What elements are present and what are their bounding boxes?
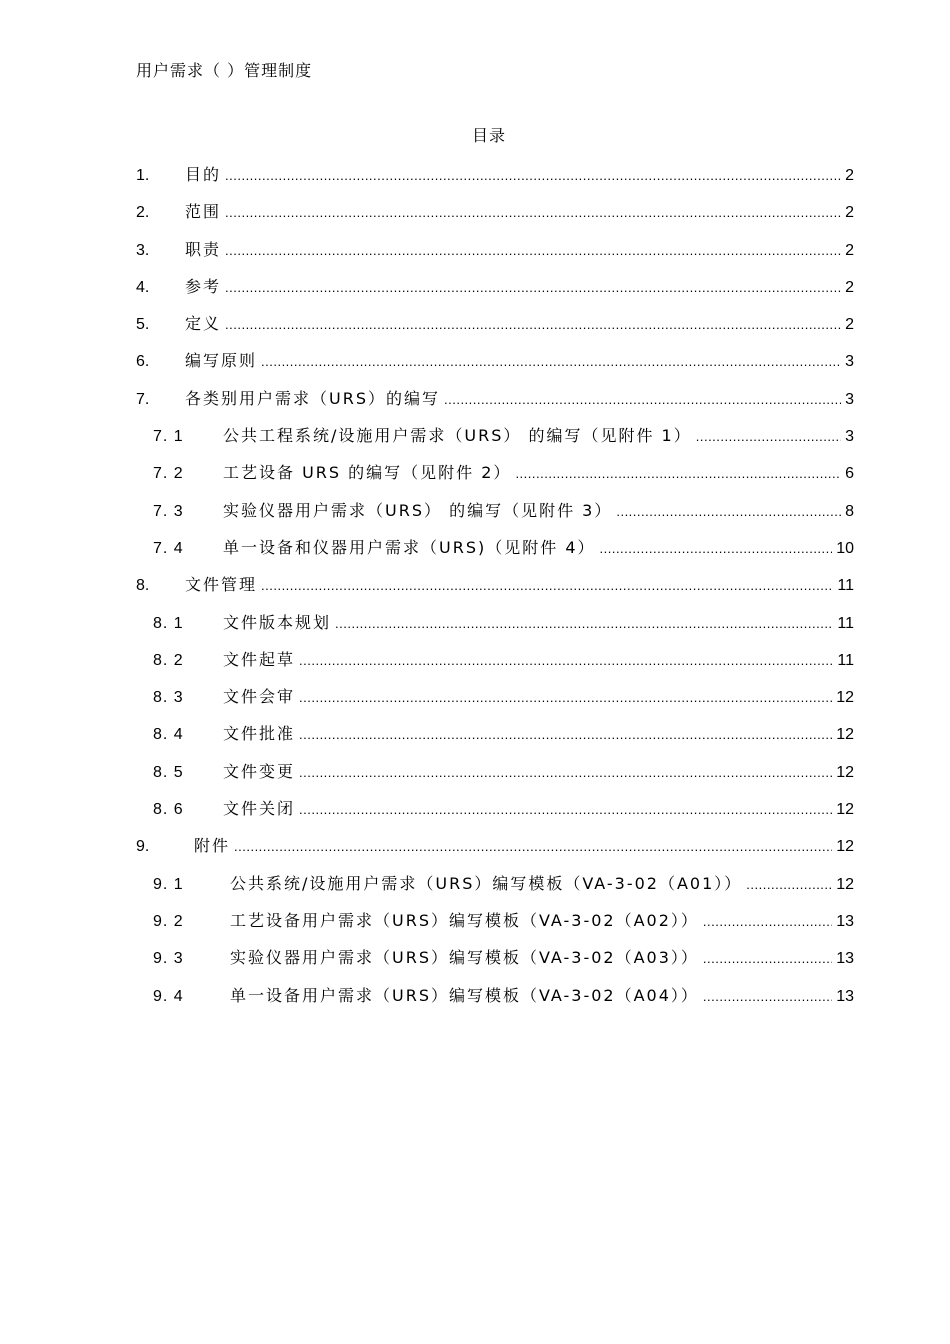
toc-entry[interactable] [0,342,950,379]
toc-leader-dots [703,951,832,966]
toc-entry-number: 8. 5 [153,763,184,781]
toc-entry-page: 2 [845,316,854,334]
toc-entry-page: 12 [836,726,854,744]
toc-leader-dots [616,504,841,519]
toc-entry[interactable] [0,193,950,230]
toc-subentry[interactable] [0,604,950,641]
toc-entry-number: 7. 2 [153,465,184,483]
toc-entry-label: 文件版本规划 [223,612,332,632]
toc-entry-page: 6 [845,465,854,483]
toc-entry-number: 5. [136,316,150,334]
toc-entry-number: 7. 4 [153,539,184,557]
toc-entry-page: 11 [837,614,854,632]
toc-entry-label: 工艺设备 URS 的编写（见附件 2） [223,463,512,483]
toc-entry-number: 1. [136,167,150,184]
toc-entry-label: 定义 [185,314,222,334]
toc-subentry[interactable] [0,753,950,790]
toc-leader-dots [225,317,841,332]
toc-entry-number: 7. 1 [153,428,184,446]
toc-leader-dots [703,914,832,929]
toc-entry-number: 3. [136,241,150,259]
toc-leader-dots [299,802,832,817]
toc-entry[interactable] [0,566,950,603]
toc-subentry[interactable] [0,939,950,976]
toc-entry-page: 12 [836,801,854,819]
toc-subentry[interactable] [0,865,950,902]
toc-entry-page: 3 [845,353,854,371]
toc-entry-page: 11 [837,651,854,669]
toc-entry-label: 编写原则 [185,351,258,371]
toc-subentry[interactable] [0,902,950,939]
toc-entry-label: 文件起草 [223,649,296,669]
toc-entry-label: 附件 [194,836,231,856]
toc-entry-label: 职责 [185,239,222,259]
toc-subentry[interactable] [0,417,950,454]
toc-entry-page: 12 [836,763,854,781]
toc-entry-page: 2 [845,278,854,296]
toc-entry[interactable] [0,156,950,193]
toc-entry-label: 文件会审 [223,687,296,707]
toc-entry-number: 8. 2 [153,651,184,669]
toc-entry-label: 实验仪器用户需求（URS） 的编写（见附件 3） [223,500,613,520]
toc-entry-number: 8. 4 [153,726,184,744]
toc-leader-dots [746,877,832,892]
toc-entry-page: 11 [837,577,854,595]
toc-leader-dots [335,616,833,631]
toc-leader-dots [299,765,832,780]
toc-title: 目录 [471,126,506,145]
toc-entry-page: 12 [836,875,854,893]
toc-entry-number: 9. 2 [153,912,184,930]
toc-entry-label: 范围 [185,202,222,222]
toc-entry-number: 7. 3 [153,502,184,520]
toc-subentry[interactable] [0,715,950,752]
toc-entry-number: 2. [136,204,150,222]
toc-entry-page: 8 [845,502,854,520]
toc-entry-page: 13 [836,912,854,930]
toc-entry-label: 公共系统/设施用户需求（URS）编写模板（VA-3-02（A01）） [230,873,743,893]
toc-entry-number: 8. [136,577,150,595]
toc-entry-number: 8. 6 [153,801,184,819]
toc-entry-number: 8. 3 [153,689,184,707]
toc-leader-dots [261,354,841,369]
toc-subentry[interactable] [0,529,950,566]
toc-leader-dots [444,392,841,407]
toc-leader-dots [225,280,841,295]
toc-entry-page: 13 [836,950,854,968]
toc-leader-dots [696,429,841,444]
toc-entry-page: 12 [836,689,854,707]
toc-entry[interactable] [0,268,950,305]
toc-subentry[interactable] [0,492,950,529]
toc-subentry[interactable] [0,678,950,715]
toc-entry-number: 8. 1 [153,614,184,632]
toc-entry-label: 工艺设备用户需求（URS）编写模板（VA-3-02（A02）） [230,910,699,930]
toc-subentry[interactable] [0,641,950,678]
toc-entry-page: 10 [836,539,854,557]
toc-entry-page: 3 [845,390,854,408]
toc-entry-page: 12 [836,838,854,856]
toc-leader-dots [261,578,833,593]
toc-entry-page: 2 [845,204,854,222]
toc-entry-label: 实验仪器用户需求（URS）编写模板（VA-3-02（A03）） [230,948,699,968]
toc-entry-number: 9. 3 [153,950,184,968]
toc-entry-page: 13 [836,987,854,1005]
toc-entry-page: 2 [845,241,854,259]
toc-entry-number: 9. 1 [153,875,184,893]
toc-leader-dots [703,989,832,1004]
toc-leader-dots [515,466,841,481]
toc-entry-number: 9. 4 [153,987,184,1005]
toc-entry-label: 目的 [185,165,222,184]
toc-entry-number: 6. [136,353,150,371]
toc-entry-page: 3 [845,428,854,446]
toc-leader-dots [234,839,832,854]
toc-subentry[interactable] [0,977,950,1014]
toc-leader-dots [225,168,841,183]
toc-entry-label: 单一设备和仪器用户需求（URS)（见附件 4） [223,537,596,557]
toc-subentry[interactable] [0,454,950,491]
toc-leader-dots [225,205,841,220]
toc-entry-label: 文件关闭 [223,799,296,819]
toc-entry-page: 2 [845,167,854,184]
toc-entry-number: 4. [136,278,150,296]
toc-entry[interactable] [0,380,950,417]
toc-entry[interactable] [0,231,950,268]
toc-leader-dots [299,727,832,742]
toc-entry-label: 文件变更 [223,761,296,781]
toc-leader-dots [299,690,832,705]
toc-entry-number: 7. [136,390,150,408]
toc-entry[interactable] [0,827,950,864]
table-of-contents [0,156,950,1014]
toc-entry-label: 单一设备用户需求（URS）编写模板（VA-3-02（A04）） [230,985,699,1005]
toc-entry-number: 9. [136,838,150,856]
toc-entry-label: 文件管理 [185,575,258,595]
toc-entry-label: 公共工程系统/设施用户需求（URS） 的编写（见附件 1） [223,426,692,446]
toc-leader-dots [299,653,833,668]
toc-subentry[interactable] [0,790,950,827]
toc-entry-label: 参考 [185,276,222,296]
toc-entry-label: 各类别用户需求（URS）的编写 [185,388,440,408]
toc-leader-dots [225,243,841,258]
toc-entry-label: 文件批准 [223,724,296,744]
toc-leader-dots [600,541,833,556]
page-header: 用户需求（ ）管理制度 [136,61,313,80]
toc-entry[interactable] [0,305,950,342]
